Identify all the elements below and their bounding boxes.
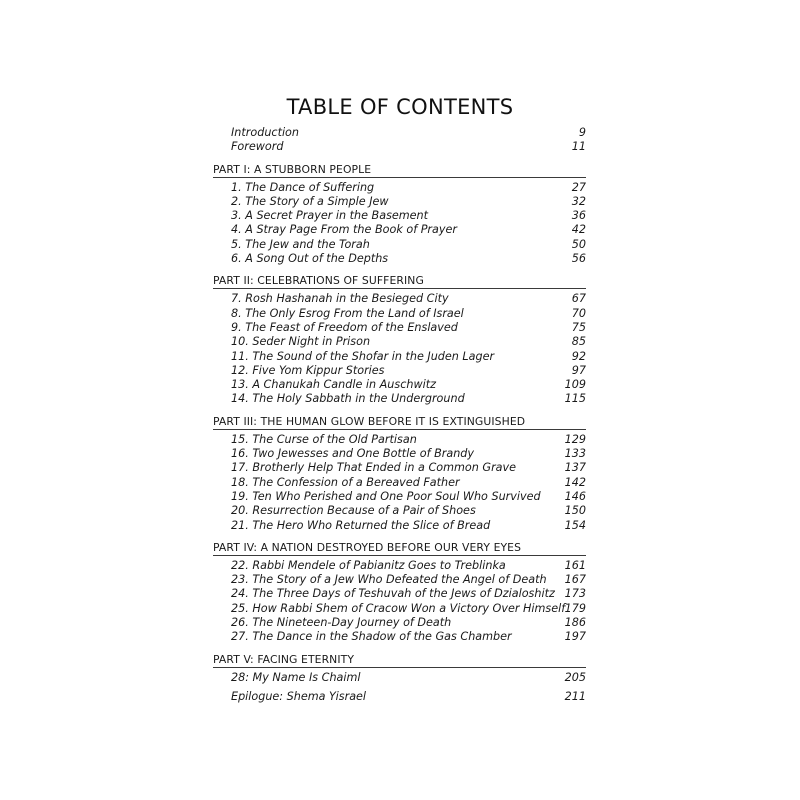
entry-page-number: 42: [571, 223, 586, 237]
front-matter-entry: [213, 126, 586, 140]
chapter-entry: [213, 181, 586, 195]
chapter-entry: [213, 307, 586, 321]
chapter-entry: [213, 378, 586, 392]
entry-title: 26. The Nineteen-Day Journey of Death: [231, 616, 452, 630]
entry-page-number: 9: [578, 126, 586, 139]
chapter-entry: [213, 335, 586, 349]
entry-title: 21. The Hero Who Returned the Slice of Bread: [231, 518, 491, 532]
entry-page-number: 50: [571, 237, 586, 251]
entry-title: Epilogue: Shema Yisrael: [231, 689, 367, 703]
entry-page-number: 67: [571, 292, 586, 306]
entry-page-number: 205: [564, 670, 586, 684]
entry-title: 7. Rosh Hashanah in the Besieged City: [231, 292, 449, 306]
entry-title: 5. The Jew and the Torah: [231, 237, 370, 251]
chapter-entry: [213, 630, 586, 644]
entry-title: 3. A Secret Prayer in the Basement: [231, 209, 429, 223]
entry-title: 12. Five Yom Kippur Stories: [231, 363, 385, 377]
entry-title: 6. A Song Out of the Depths: [231, 252, 389, 266]
entry-title: Introduction: [231, 126, 299, 139]
entry-title: 18. The Confession of a Bereaved Father: [231, 475, 460, 489]
entry-title: 4. A Stray Page From the Book of Prayer: [231, 223, 457, 237]
entry-title: 14. The Holy Sabbath in the Underground: [231, 392, 465, 406]
entry-title: 9. The Feast of Freedom of the Enslaved: [231, 320, 458, 334]
entry-page-number: 197: [564, 630, 586, 644]
entry-title: 25. How Rabbi Shem of Cracow Won a Victory Over Himself: [231, 601, 566, 615]
entry-page-number: 186: [564, 616, 586, 630]
entry-page-number: 167: [564, 573, 586, 587]
chapter-entry: [213, 476, 586, 490]
entry-page-number: 75: [571, 320, 586, 334]
entry-page-number: 154: [564, 518, 586, 532]
chapter-entry: [213, 490, 586, 504]
entry-title: 15. The Curse of the Old Partisan: [231, 432, 417, 446]
entry-page-number: 97: [571, 363, 586, 377]
chapter-entry: [213, 209, 586, 223]
chapter-entry: [213, 519, 586, 533]
entry-title: 10. Seder Night in Prison: [231, 335, 371, 349]
part-heading: PART V: FACING ETERNITY: [213, 652, 586, 668]
entry-title: 16. Two Jewesses and One Bottle of Brandy: [231, 447, 475, 461]
entry-page-number: 133: [564, 447, 586, 461]
entry-page-number: 70: [571, 306, 586, 320]
chapter-entry: [213, 447, 586, 461]
chapter-entry: [213, 195, 586, 209]
chapter-entry: [213, 238, 586, 252]
chapter-entry: [213, 350, 586, 364]
entry-page-number: 129: [564, 432, 586, 446]
chapter-entry: [213, 292, 586, 306]
chapter-entry: [213, 392, 586, 406]
back-matter-entry: [213, 690, 586, 704]
entry-title: 20. Resurrection Because of a Pair of Shoes: [231, 504, 476, 518]
part-heading: PART III: THE HUMAN GLOW BEFORE IT IS EXTINGUISHED: [213, 414, 586, 430]
entry-page-number: 146: [564, 489, 586, 503]
entry-title: 19. Ten Who Perished and One Poor Soul Who Survived: [231, 489, 541, 503]
entry-page-number: 115: [564, 392, 586, 406]
entry-page-number: 211: [564, 689, 586, 703]
chapter-entry: [213, 223, 586, 237]
chapter-entry: [213, 461, 586, 475]
chapter-entry: [213, 252, 586, 266]
chapter-entry: [213, 433, 586, 447]
chapter-entry: [213, 559, 586, 573]
entry-title: 22. Rabbi Mendele of Pabianitz Goes to Treblinka: [231, 558, 506, 572]
entry-page-number: 142: [564, 475, 586, 489]
entry-page-number: 56: [571, 252, 586, 266]
entry-title: 24. The Three Days of Teshuvah of the Jews of Dzialoshitz: [231, 587, 555, 601]
entry-page-number: 161: [564, 558, 586, 572]
entry-title: 2. The Story of a Simple Jew: [231, 194, 389, 208]
part-heading: PART II: CELEBRATIONS OF SUFFERING: [213, 273, 586, 289]
chapter-entry: [213, 364, 586, 378]
entry-page-number: 92: [571, 349, 586, 363]
entry-title: 8. The Only Esrog From the Land of Israel: [231, 306, 464, 320]
entry-title: 23. The Story of a Jew Who Defeated the Angel of Death: [231, 573, 547, 587]
entry-page-number: 27: [571, 180, 586, 194]
table-of-contents: [213, 126, 586, 704]
entry-page-number: 11: [571, 140, 586, 154]
entry-title: 28: My Name Is Chaiml: [231, 670, 361, 684]
chapter-entry: [213, 616, 586, 630]
entry-title: 27. The Dance in the Shadow of the Gas Chamber: [231, 630, 512, 644]
entry-page-number: 179: [564, 601, 586, 615]
entry-page-number: 85: [571, 335, 586, 349]
entry-page-number: 150: [564, 504, 586, 518]
front-matter-entry: [213, 140, 586, 154]
entry-page-number: 32: [571, 194, 586, 208]
part-heading: PART I: A STUBBORN PEOPLE: [213, 162, 586, 178]
entry-title: 1. The Dance of Suffering: [231, 180, 375, 194]
part-heading: PART IV: A NATION DESTROYED BEFORE OUR VERY EYES: [213, 540, 586, 556]
entry-title: 17. Brotherly Help That Ended in a Common Grave: [231, 461, 517, 475]
entry-title: 13. A Chanukah Candle in Auschwitz: [231, 378, 436, 392]
chapter-entry: [213, 587, 586, 601]
chapter-entry: [213, 602, 586, 616]
chapter-entry: [213, 671, 586, 685]
entry-title: Foreword: [231, 140, 284, 154]
entry-page-number: 109: [564, 378, 586, 392]
page-title: TABLE OF CONTENTS: [286, 95, 514, 119]
entry-page-number: 137: [564, 461, 586, 475]
entry-title: 11. The Sound of the Shofar in the Juden Lager: [231, 349, 495, 363]
entry-page-number: 36: [571, 209, 586, 223]
chapter-entry: [213, 321, 586, 335]
entry-page-number: 173: [564, 587, 586, 601]
chapter-entry: [213, 504, 586, 518]
chapter-entry: [213, 573, 586, 587]
